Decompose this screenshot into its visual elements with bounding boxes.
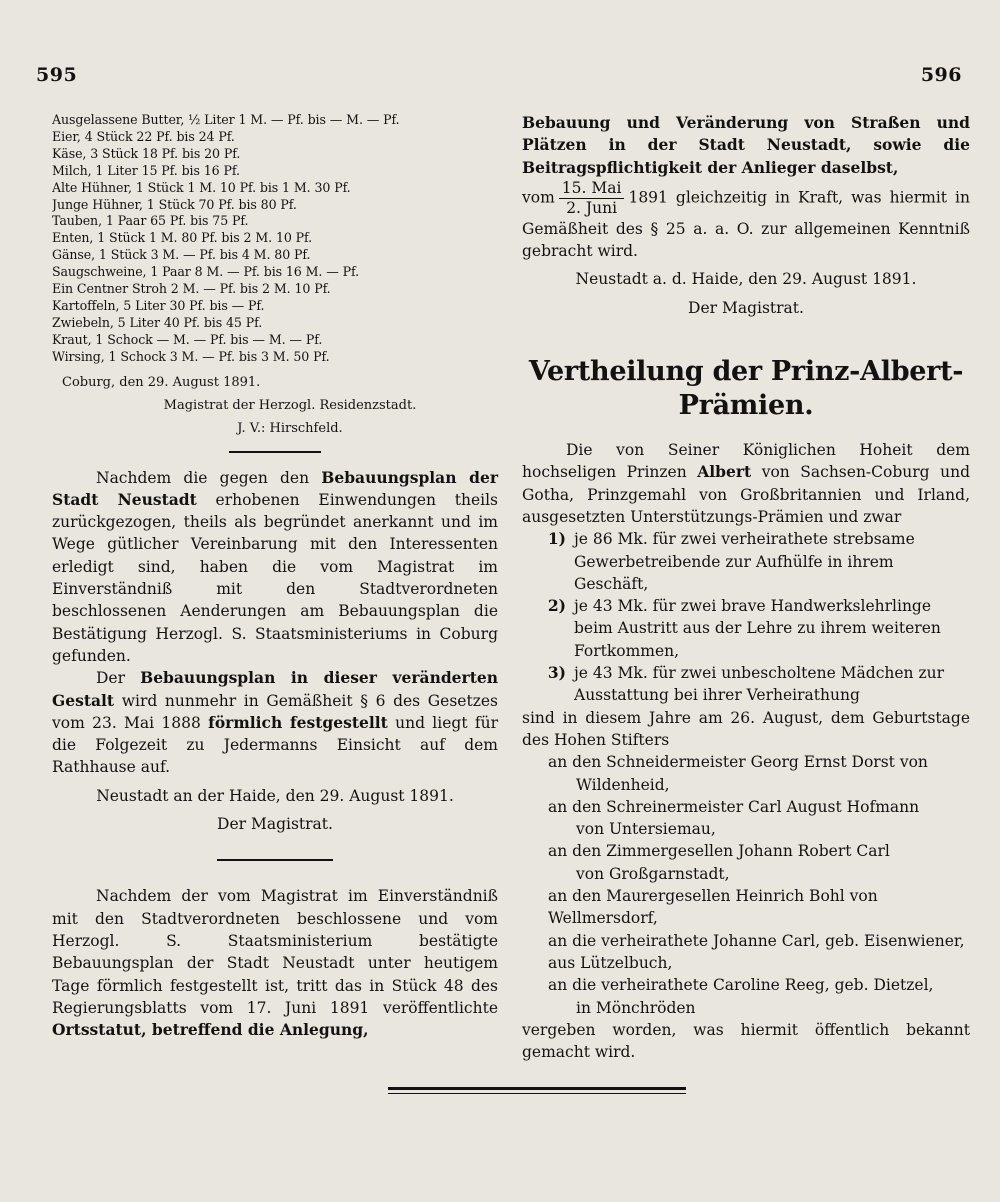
statute-effective: vom $\frac{\text{15. Mai}}{\text{2. Juni}}$ 1891 gleichzeitig in Kraft, was hiermit in Gemäßheit des § 25 a. a. O. zur allgemeinen Kenntniß gebracht wird. — [522, 178, 970, 261]
divider — [229, 451, 321, 453]
date-fraction: $\frac{\text{15. Mai}}{\text{2. Juni}}$ — [559, 179, 625, 218]
price-row: Ausgelassene Butter, ½ Liter 1 M. — Pf. bis — M. — Pf. — [52, 112, 400, 127]
page-number-right: 596 — [920, 64, 962, 86]
price-row: Eier, 4 Stück 22 Pf. bis 24 Pf. — [52, 128, 235, 144]
recipient-item: an den Zimmergesellen Johann Robert Carl von Großgarnstadt, — [548, 842, 890, 883]
paragraph-prize-intro: Die von Seiner Königlichen Hoheit dem hochseligen Prinzen Albert von Sachsen-Coburg und Gotha, Prinzgemahl von Großbritannien und Irland, ausgesetzten Unterstützungs-Prämien und zwar — [522, 441, 970, 526]
signature: J. V.: Hirschfeld. — [237, 420, 343, 436]
magistrate-signature-2: Der Magistrat. — [688, 298, 804, 317]
neustadt-date-2: Neustadt a. d. Haide, den 29. August 1891. — [575, 270, 917, 289]
recipient-item: an die verheirathete Caroline Reeg, geb. Dietzel, in Mönchröden — [548, 976, 934, 1017]
left-column — [52, 112, 498, 1041]
prize-item: 3) je 43 Mk. für zwei unbescholtene Mädchen zur Ausstattung bei ihrer Verheirathung — [547, 663, 945, 705]
paragraph-statute: Nachdem der vom Magistrat im Einverständniß mit den Stadtverordneten beschlossene und vom Herzogl. S. Staatsministerium bestätigte Bebauungsplan der Stadt Neustadt unter heutigem Tage förmlich festgestellt ist, tritt das in Stück 48 des Regierungsblatts vom 17. Juni 1891 veröffentlichte Ortsstatut, betreffend die Anlegung, — [52, 887, 498, 1040]
coburg-date: Coburg, den 29. August 1891. — [62, 374, 261, 390]
right-column — [522, 112, 970, 1063]
neustadt-date: Neustadt an der Haide, den 29. August 1891. — [96, 786, 454, 805]
recipient-item: an den Maurergesellen Heinrich Bohl von Wellmersdorf, — [548, 887, 878, 928]
paragraph-development-plan: Nachdem die gegen den Bebauungsplan der Stadt Neustadt erhobenen Einwendungen theils zurückgezogen, theils als begründet anerkannt und im Wege gütlicher Vereinbarung mit den Interessenten erledigt sind, haben die vom Magistrat im Einverständniß mit den Stadtverordneten beschlossenen Aenderungen am Bebauungsplan die Bestätigung Herzogl. S. Staatsministeriums in Coburg gefunden. — [52, 467, 498, 665]
price-row: Enten, 1 Stück 1 M. 80 Pf. bis 2 M. 10 Pf. — [52, 230, 313, 246]
price-row: Gänse, 1 Stück 3 M. — Pf. bis 4 M. 80 Pf. — [52, 247, 311, 263]
price-row: Milch, 1 Liter 15 Pf. bis 16 Pf. — [52, 162, 240, 178]
section-heading: Vertheilung der Prinz-Albert-Prämien. — [528, 356, 964, 422]
coburg-magistrate: Magistrat der Herzogl. Residenzstadt. — [163, 397, 417, 413]
recipient-item: an den Schreinermeister Carl August Hofmann von Untersiemau, — [548, 797, 920, 839]
price-row: Alte Hühner, 1 Stück 1 M. 10 Pf. bis 1 M. 30 Pf. — [52, 179, 351, 195]
price-row: Kraut, 1 Schock — M. — Pf. bis — M. — Pf. — [52, 331, 323, 347]
bottom-divider — [388, 1087, 686, 1090]
price-row: Kartoffeln, 5 Liter 30 Pf. bis — Pf. — [52, 297, 265, 313]
price-row: Ein Centner Stroh 2 M. — Pf. bis 2 M. 10 Pf. — [52, 281, 331, 297]
price-row: Käse, 3 Stück 18 Pf. bis 20 Pf. — [52, 145, 241, 161]
price-row: Junge Hühner, 1 Stück 70 Pf. bis 80 Pf. — [52, 196, 297, 212]
recipient-item: an den Schneidermeister Georg Ernst Dorst von Wildenheid, — [548, 753, 928, 794]
price-row: Zwiebeln, 5 Liter 40 Pf. bis 45 Pf. — [52, 314, 263, 330]
prize-item: 2) je 43 Mk. für zwei brave Handwerkslehrlinge beim Austritt aus der Lehre zu ihrem weiteren Fortkommen, — [547, 596, 941, 660]
statute-continuation: Bebauung und Veränderung von Straßen und Plätzen in der Stadt Neustadt, sowie die Beitragspflichtigkeit der Anlieger daselbst, — [522, 113, 970, 177]
prize-item: 1) je 86 Mk. für zwei verheirathete strebsame Gewerbetreibende zur Aufhülfe in ihrem Geschäft, — [547, 529, 915, 593]
recipient-item: an die verheirathete Johanne Carl, geb. Eisenwiener, aus Lützelbuch, — [548, 931, 965, 972]
price-list — [52, 112, 498, 366]
magistrate-signature: Der Magistrat. — [217, 815, 333, 834]
price-row: Saugschweine, 1 Paar 8 M. — Pf. bis 16 M. — Pf. — [52, 264, 360, 280]
price-row: Tauben, 1 Paar 65 Pf. bis 75 Pf. — [52, 213, 249, 229]
divider — [217, 859, 333, 861]
paragraph-closing: vergeben worden, was hiermit öffentlich bekannt gemacht wird. — [522, 1020, 970, 1062]
page-number-left: 595 — [36, 64, 78, 86]
paragraph-plan-fixed: Der Bebauungsplan in dieser veränderten Gestalt wird nunmehr in Gemäßheit § 6 des Gesetzes vom 23. Mai 1888 förmlich festgestellt und liegt für die Folgezeit zu Jedermanns Einsicht auf dem Rathhause auf. — [52, 668, 498, 777]
paragraph-awarded: sind in diesem Jahre am 26. August, dem Geburtstage des Hohen Stifters — [522, 708, 970, 749]
bottom-divider-thin — [388, 1093, 686, 1094]
price-row: Wirsing, 1 Schock 3 M. — Pf. bis 3 M. 50 Pf. — [52, 348, 330, 364]
